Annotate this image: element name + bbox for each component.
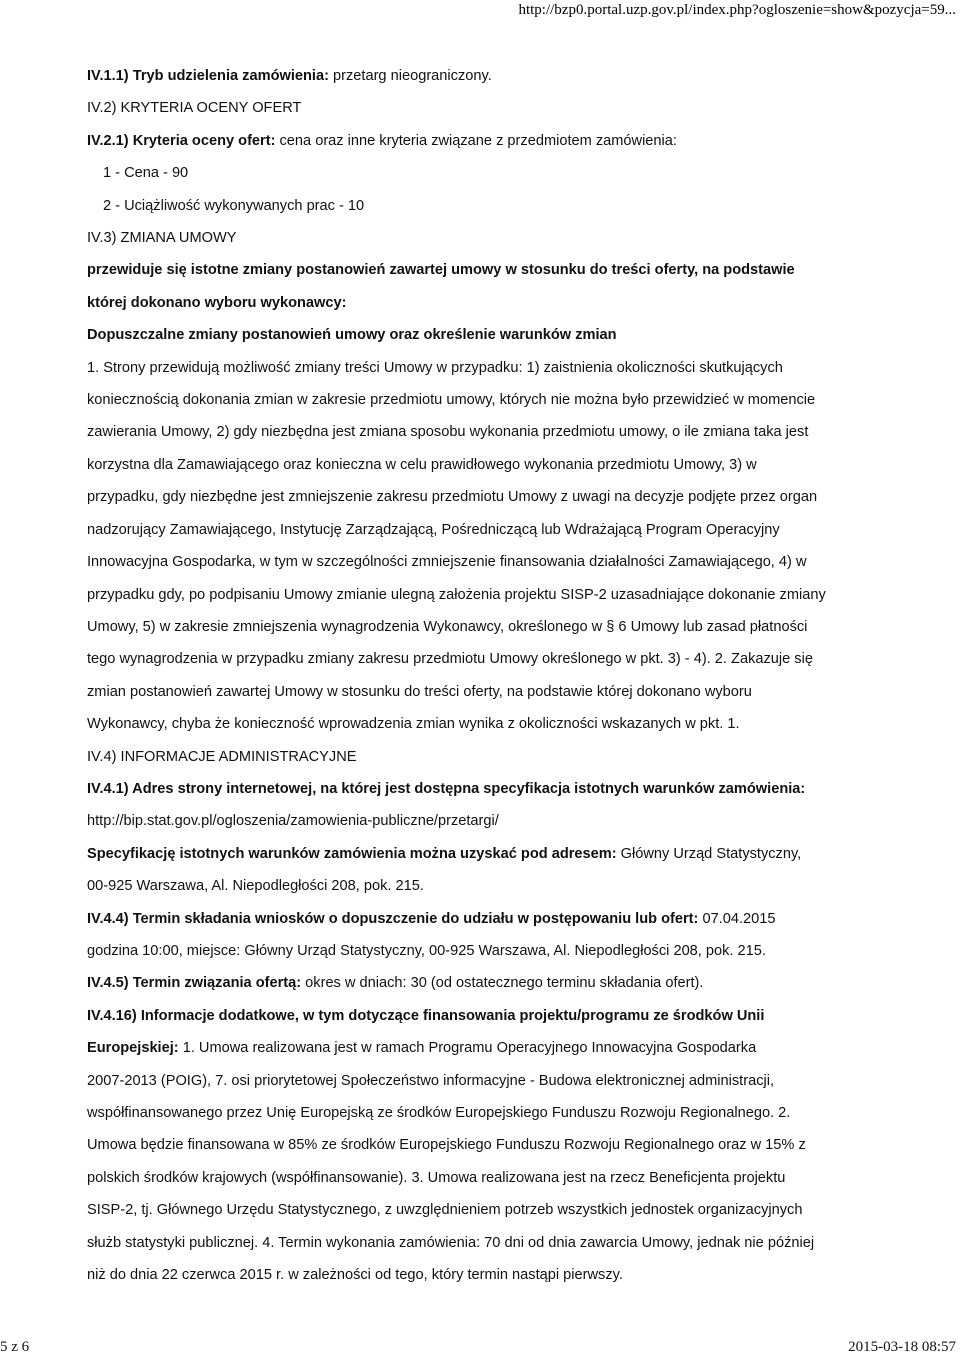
text-run: http://bip.stat.gov.pl/ogloszenia/zamowienia-publiczne/przetargi/ [87, 813, 499, 830]
text-run: niż do dnia 22 czerwca 2015 r. w zależności od tego, który termin nastąpi pierwszy. [87, 1267, 623, 1284]
text-run: Umowy, 5) w zakresie zmniejszenia wynagrodzenia Wykonawcy, określonego w § 6 Umowy lub zasad płatności [87, 618, 808, 635]
text-line [87, 643, 887, 675]
text-run: cena oraz inne kryteria związane z przedmiotem zamówienia: [279, 132, 677, 149]
text-run: 00-925 Warszawa, Al. Niepodległości 208, pok. 215. [87, 878, 424, 895]
text-line [87, 1162, 887, 1194]
page-number: 5 z 6 [0, 1339, 30, 1355]
text-bold: IV.4.4) Termin składania wniosków o dopuszczenie do udziału w postępowaniu lub ofert: [87, 910, 703, 927]
text-line [87, 676, 887, 708]
text-run: SISP-2, tj. Głównego Urzędu Statystycznego, z uwzględnieniem potrzeb wszystkich jednostek organizacyjnych [87, 1202, 803, 1219]
text-run: IV.4) INFORMACJE ADMINISTRACYJNE [87, 748, 357, 765]
text-run: 1. Umowa realizowana jest w ramach Programu Operacyjnego Innowacyjna Gospodarka [182, 1040, 757, 1057]
text-run: IV.2) KRYTERIA OCENY OFERT [87, 100, 302, 117]
text-line [87, 741, 887, 773]
text-line [87, 903, 887, 935]
text-line [87, 967, 887, 999]
text-run: przetarg nieograniczony. [333, 68, 492, 84]
text-line [87, 416, 887, 448]
text-bold: Specyfikację istotnych warunków zamówienia można uzyskać pod adresem: [87, 845, 621, 862]
text-run: 1. Strony przewidują możliwość zmiany treści Umowy w przypadku: 1) zaistnienia okoliczności skutkujących [87, 359, 783, 376]
text-run: Główny Urząd Statystyczny, [620, 845, 802, 862]
text-bold: IV.4.5) Termin związania ofertą: [87, 975, 306, 992]
text-line [87, 546, 887, 578]
text-line [87, 384, 887, 416]
text-line [87, 319, 887, 351]
text-line [87, 514, 887, 546]
text-run: zmian postanowień zawartej Umowy w stosunku do treści oferty, na podstawie której dokonano wyboru [87, 683, 752, 700]
text-line [87, 1259, 887, 1291]
text-bold: IV.4.1) Adres strony internetowej, na której jest dostępna specyfikacja istotnych warunków zamówienia: [87, 780, 806, 797]
text-line [87, 449, 887, 481]
text-run: Wykonawcy, chyba że konieczność wprowadzenia zmian wynika z okoliczności wskazanych w pkt. 1. [87, 716, 740, 733]
text-bold: IV.2.1) Kryteria oceny ofert: [87, 132, 280, 149]
text-bold: IV.4.16) Informacje dodatkowe, w tym dotyczące finansowania projektu/programu ze środków Unii [87, 1007, 765, 1024]
text-bold: IV.1.1) Tryb udzielenia zamówienia: [87, 68, 334, 84]
text-run: Innowacyjna Gospodarka, w tym w szczególności zmniejszenie finansowania działalności Zamawiającego, 4) w [87, 554, 807, 571]
text-run: koniecznością dokonania zmian w zakresie przedmiotu umowy, których nie można było przewidzieć w momencie [87, 392, 816, 409]
text-line [87, 579, 887, 611]
text-run: 1 - Cena - 90 [103, 165, 189, 182]
text-line [87, 1097, 887, 1129]
text-line [87, 60, 887, 92]
text-run: zawierania Umowy, 2) gdy niezbędna jest zmiana sposobu wykonania przedmiotu umowy, o ile zmiana taka jest [87, 424, 809, 441]
text-bold: Dopuszczalne zmiany postanowień umowy oraz określenie warunków zmian [87, 327, 617, 344]
text-run: korzystna dla Zamawiającego oraz konieczna w celu prawidłowego wykonania przedmiotu Umowy, 3) w [87, 456, 757, 473]
text-line [87, 838, 887, 870]
print-datetime: 2015-03-18 08:57 [848, 1339, 956, 1355]
text-line [87, 870, 887, 902]
text-line [87, 254, 887, 286]
text-run: 2 - Uciążliwość wykonywanych prac - 10 [103, 197, 365, 214]
text-line [87, 125, 887, 157]
text-line [87, 481, 887, 513]
text-run: Umowa będzie finansowana w 85% ze środków Europejskiego Funduszu Rozwoju Regionalnego oraz w 15% z [87, 1137, 806, 1154]
page-url: http://bzp0.portal.uzp.gov.pl/index.php?ogloszenie=show&pozycja=59... [518, 2, 956, 18]
text-run: współfinansowanego przez Unię Europejską ze środków Europejskiego Funduszu Rozwoju Regionalnego. 2. [87, 1105, 791, 1121]
text-run: nadzorujący Zamawiającego, Instytucję Zarządzającą, Pośredniczącą lub Wdrażającą Program Operacyjny [87, 521, 780, 538]
text-run: służb statystyki publicznej. 4. Termin wykonania zamówienia: 70 dni od dnia zawarcia Umowy, jednak nie później [87, 1234, 815, 1251]
text-run: godzina 10:00, miejsce: Główny Urząd Statystyczny, 00-925 Warszawa, Al. Niepodległości 208, pok. 215. [87, 942, 766, 959]
text-line [87, 1065, 887, 1097]
text-line [87, 708, 887, 740]
notice-content [87, 60, 887, 1291]
text-line [87, 157, 887, 189]
text-bold: Europejskiej: [87, 1040, 183, 1057]
text-run: przypadku gdy, po podpisaniu Umowy zmianie ulegną założenia projektu SISP-2 uzasadniające dokonanie zmiany [87, 586, 826, 603]
text-line [87, 1227, 887, 1259]
text-run: polskich środków krajowych (współfinansowanie). 3. Umowa realizowana jest na rzecz Beneficjenta projektu [87, 1169, 786, 1186]
text-line [87, 92, 887, 124]
text-line [87, 190, 887, 222]
text-line [87, 287, 887, 319]
text-run: przypadku, gdy niezbędne jest zmniejszenie zakresu przedmiotu Umowy z uwagi na decyzje podjęte przez organ [87, 489, 818, 506]
text-run: IV.3) ZMIANA UMOWY [87, 230, 237, 247]
text-line [87, 1129, 887, 1161]
text-run: okres w dniach: 30 (od ostatecznego terminu składania ofert). [305, 975, 704, 992]
text-bold: której dokonano wyboru wykonawcy: [87, 294, 347, 311]
text-bold: przewiduje się istotne zmiany postanowień zawartej umowy w stosunku do treści oferty, na podstawie [87, 262, 795, 279]
text-line [87, 935, 887, 967]
text-run: 2007-2013 (POIG), 7. osi priorytetowej Społeczeństwo informacyjne - Budowa elektronicznej administracji, [87, 1072, 775, 1089]
text-line [87, 773, 887, 805]
text-line [87, 222, 887, 254]
text-line [87, 805, 887, 837]
text-run: 07.04.2015 [702, 910, 776, 927]
text-line [87, 1194, 887, 1226]
text-line [87, 352, 887, 384]
text-line [87, 611, 887, 643]
text-line [87, 1032, 887, 1064]
text-run: tego wynagrodzenia w przypadku zmiany zakresu przedmiotu Umowy określonego w pkt. 3) - 4). 2. Zakazuje się [87, 651, 813, 668]
text-line [87, 1000, 887, 1032]
